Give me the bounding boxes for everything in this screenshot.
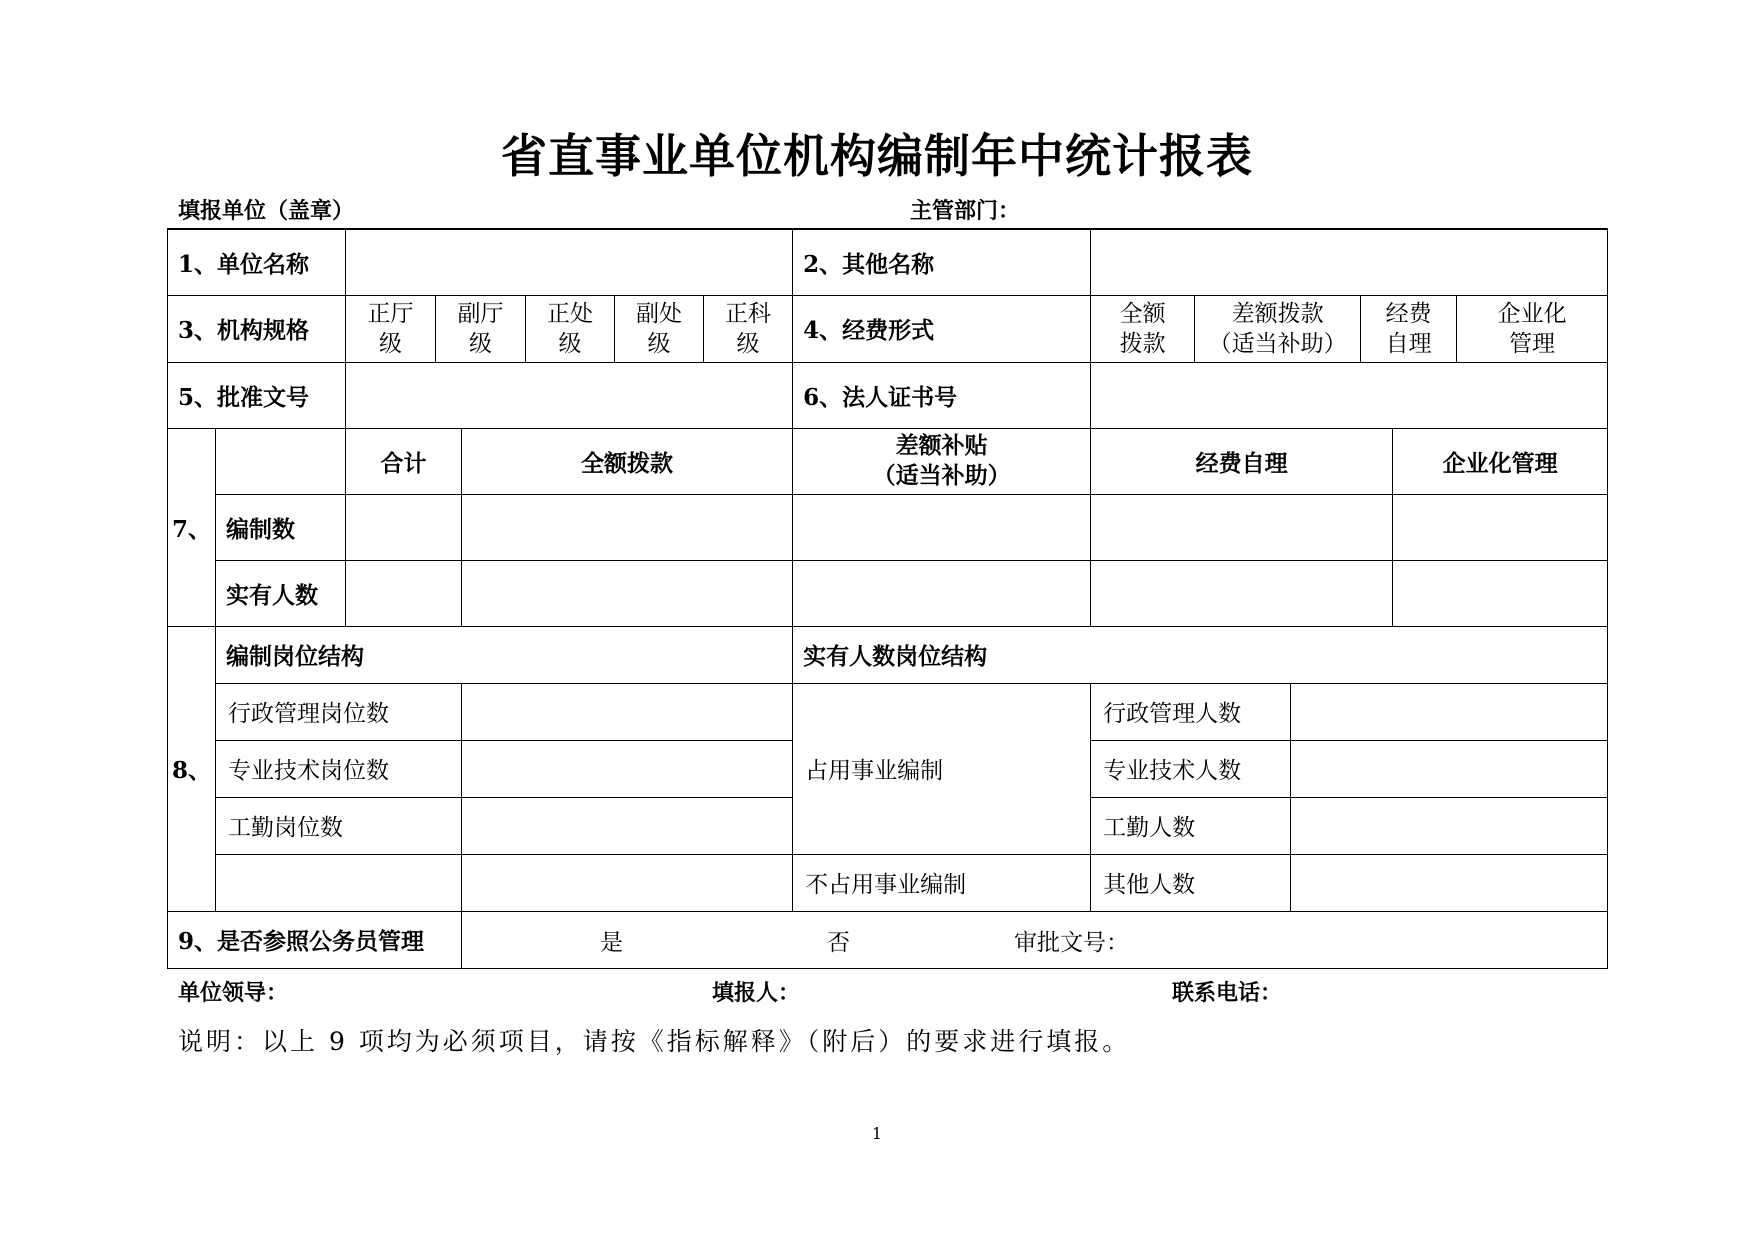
col-enterprise: 企业化管理 — [1393, 428, 1608, 494]
section7-corner-cell — [216, 428, 346, 494]
other-name-label: 2、其他名称 — [793, 229, 1091, 295]
admin-staff-label: 行政管理人数 — [1091, 683, 1291, 740]
funding-option-diff[interactable]: 差额拨款 （适当补助） — [1195, 296, 1361, 362]
col-diff-subsidy: 差额补贴 （适当补助） — [793, 428, 1091, 494]
other-name-field[interactable] — [1091, 229, 1608, 295]
row-approval — [168, 362, 1608, 428]
row-unit-name — [168, 229, 1608, 295]
approval-no-label: 5、批准文号 — [168, 362, 346, 428]
civil-servant-label: 9、是否参照公务员管理 — [168, 911, 462, 968]
quota-self-field[interactable] — [1091, 494, 1393, 560]
section7-number: 7、 — [168, 428, 216, 626]
tech-post-label: 专业技术岗位数 — [216, 740, 462, 797]
section9-row — [168, 911, 1608, 968]
quota-label: 编制数 — [216, 494, 346, 560]
service-post-label: 工勤岗位数 — [216, 797, 462, 854]
funding-option-self[interactable]: 经费 自理 — [1361, 296, 1457, 362]
contact-phone-label: 联系电话： — [1172, 980, 1283, 1006]
level-option-2[interactable]: 副厅 级 — [436, 295, 526, 362]
level-option-1[interactable]: 正厅 级 — [346, 295, 436, 362]
actual-total-field[interactable] — [346, 560, 462, 626]
section8-row-other — [168, 854, 1608, 911]
actual-enterprise-field[interactable] — [1393, 560, 1608, 626]
quota-total-field[interactable] — [346, 494, 462, 560]
service-staff-label: 工勤人数 — [1091, 797, 1291, 854]
unit-name-field[interactable] — [346, 229, 793, 295]
page-number: 1 — [871, 1124, 883, 1143]
filling-unit-label: 填报单位（盖章） — [178, 198, 355, 224]
legal-cert-field[interactable] — [1091, 362, 1608, 428]
level-option-5[interactable]: 正科 级 — [704, 295, 793, 362]
service-staff-field[interactable] — [1291, 797, 1608, 854]
col-self-funded: 经费自理 — [1091, 428, 1393, 494]
section7-actual-row — [168, 560, 1608, 626]
blank-post-label — [216, 854, 462, 911]
option-no[interactable]: 否 — [827, 929, 851, 956]
col-total: 合计 — [346, 428, 462, 494]
section8-row-admin — [168, 683, 1608, 740]
section8-title-row — [168, 626, 1608, 683]
filler-label: 填报人： — [712, 980, 801, 1006]
instruction-note: 说明：以上 9 项均为必须项目，请按《指标解释》（附后）的要求进行填报。 — [178, 1027, 1131, 1056]
col-full-funding: 全额拨款 — [462, 428, 793, 494]
service-post-field[interactable] — [462, 797, 793, 854]
statistics-form-table — [167, 228, 1608, 969]
unit-name-label: 1、单位名称 — [168, 229, 346, 295]
section7-quota-row — [168, 494, 1608, 560]
quota-enterprise-field[interactable] — [1393, 494, 1608, 560]
approval-no-field[interactable] — [346, 362, 793, 428]
admin-post-field[interactable] — [462, 683, 793, 740]
section8-number: 8、 — [168, 626, 216, 911]
supervising-dept-label: 主管部门： — [910, 198, 1021, 224]
legal-cert-label: 6、法人证书号 — [793, 362, 1091, 428]
actual-diff-field[interactable] — [793, 560, 1091, 626]
form-title: 省直事业单位机构编制年中统计报表 — [501, 129, 1253, 183]
option-yes[interactable]: 是 — [600, 929, 624, 956]
funding-option-full[interactable]: 全额 拨款 — [1091, 296, 1195, 362]
unit-leader-label: 单位领导： — [178, 980, 289, 1006]
quota-full-field[interactable] — [462, 494, 793, 560]
actual-full-field[interactable] — [462, 560, 793, 626]
funding-label: 4、经费形式 — [793, 295, 1091, 362]
admin-post-label: 行政管理岗位数 — [216, 683, 462, 740]
blank-post-field[interactable] — [462, 854, 793, 911]
civil-servant-options — [462, 911, 1608, 968]
quota-structure-title: 编制岗位结构 — [216, 626, 793, 683]
other-staff-field[interactable] — [1291, 854, 1608, 911]
quota-diff-field[interactable] — [793, 494, 1091, 560]
admin-staff-field[interactable] — [1291, 683, 1608, 740]
funding-options — [1091, 295, 1608, 362]
actual-structure-title: 实有人数岗位结构 — [793, 626, 1608, 683]
funding-option-enterprise[interactable]: 企业化 管理 — [1497, 300, 1567, 357]
level-label: 3、机构规格 — [168, 295, 346, 362]
not-occupied-quota-label: 不占用事业编制 — [793, 854, 1091, 911]
other-staff-label: 其他人数 — [1091, 854, 1291, 911]
section7-header-row — [168, 428, 1608, 494]
tech-staff-label: 专业技术人数 — [1091, 740, 1291, 797]
occupied-quota-label: 占用事业编制 — [793, 683, 1091, 854]
tech-post-field[interactable] — [462, 740, 793, 797]
tech-staff-field[interactable] — [1291, 740, 1608, 797]
level-option-4[interactable]: 副处 级 — [615, 295, 704, 362]
row-level-funding — [168, 295, 1608, 362]
actual-label: 实有人数 — [216, 560, 346, 626]
actual-self-field[interactable] — [1091, 560, 1393, 626]
approval-doc-label: 审批文号： — [1014, 929, 1130, 956]
level-option-3[interactable]: 正处 级 — [526, 295, 615, 362]
